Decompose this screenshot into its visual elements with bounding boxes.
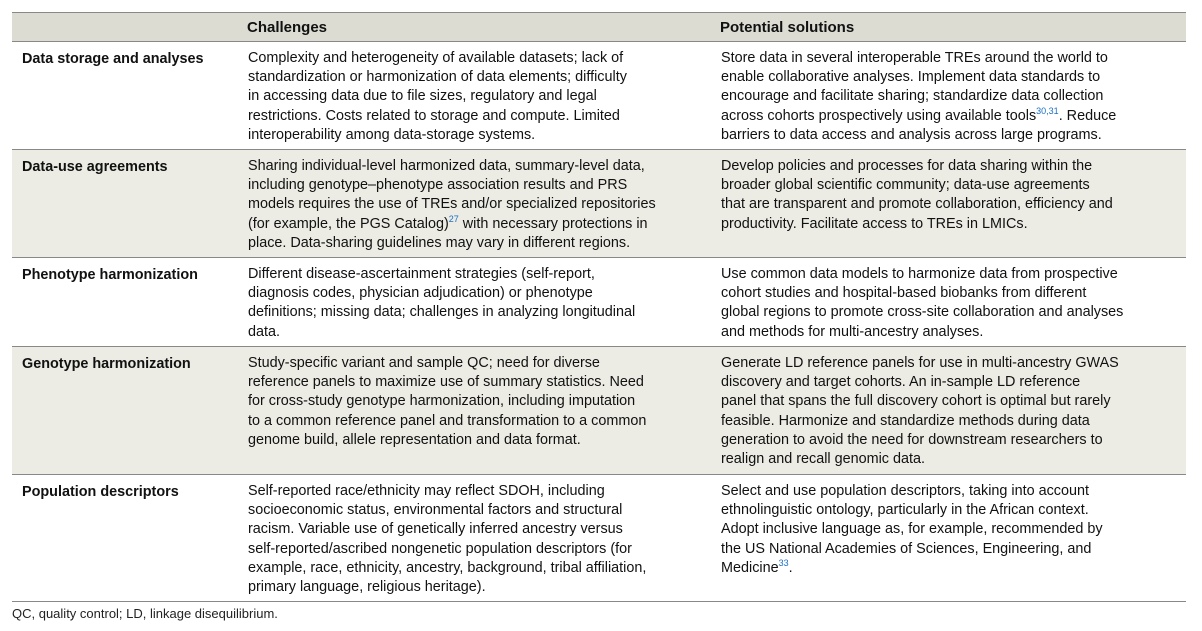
citation-link[interactable]: 33	[778, 558, 789, 569]
row-solutions: Use common data models to harmonize data from prospective cohort studies and hospital-based biobanks from different global regions to promote cross-site collaboration and analyses and methods for multi-ancestry analyses.	[721, 266, 1124, 340]
row-challenges: Self-reported race/ethnicity may reflect SDOH, including socioeconomic status, environmental factors and structural racism. Variable use of genetically inferred ancestry versus self-reported/ascribed nongenetic population descriptors (for example, race, ethnicity, ancestry, background, tribal affiliation, primary language, religious heritage).	[248, 483, 647, 596]
row-topic: Data storage and analyses	[22, 51, 204, 67]
table-row	[12, 150, 1186, 258]
header-solutions: Potential solutions	[720, 18, 855, 36]
row-challenges	[248, 150, 721, 257]
challenges-text: with necessary protections in place. Data-sharing guidelines may vary in different regions.	[248, 215, 648, 251]
row-solutions: Generate LD reference panels for use in multi-ancestry GWAS discovery and target cohorts. An in-sample LD reference panel that spans the full discovery cohort is optimal but rarely feasible. Harmonize and standardize methods during data generation to avoid the need for downstream researchers to realign and recall genomic data.	[721, 355, 1119, 468]
row-solutions	[721, 475, 1186, 601]
table-header	[12, 12, 1186, 42]
row-solutions: Develop policies and processes for data sharing within the broader global scientific community; data-use agreements that are transparent and promote collaboration, efficiency and productivity. Facilitate access to TREs in LMICs.	[721, 158, 1113, 232]
challenges-text: Sharing individual-level harmonized data, summary-level data, including genotype–phenotype association results and PRS models requires the use of TREs and/or specialized repositories (for example, the PGS Catalog)	[248, 158, 656, 232]
citation-link[interactable]: 30,31	[1036, 105, 1059, 116]
row-topic: Population descriptors	[22, 484, 179, 500]
row-solutions	[721, 42, 1186, 149]
table-row	[12, 347, 1186, 475]
solutions-text: . Reduce barriers to data access and analysis across large programs.	[721, 107, 1117, 143]
row-topic: Data-use agreements	[22, 159, 168, 175]
table-row	[12, 475, 1186, 602]
row-challenges: Complexity and heterogeneity of available datasets; lack of standardization or harmonization of data elements; difficulty in accessing data due to file sizes, regulatory and legal restrictions. Costs related to storage and compute. Limited interoperability among data-storage systems.	[248, 50, 627, 143]
header-challenges: Challenges	[247, 18, 328, 36]
row-topic: Genotype harmonization	[22, 356, 191, 372]
row-challenges: Study-specific variant and sample QC; need for diverse reference panels to maximize use of summary statistics. Need for cross-study genotype harmonization, including imputation to a common reference panel and transformation to a common genome build, allele representation and data format.	[248, 355, 647, 448]
solutions-text: Select and use population descriptors, taking into account ethnolinguistic ontology, particularly in the African context. Adopt inclusive language as, for example, recommended by the US National Academies of Sciences, Engineering, and Medicine	[721, 483, 1103, 576]
solutions-text: Store data in several interoperable TREs around the world to enable collaborative analyses. Implement data standards to encourage and facilitate sharing; standardize data collection across cohorts prospectively using available tools	[721, 50, 1108, 124]
table-row	[12, 42, 1186, 150]
table-row	[12, 258, 1186, 347]
table-footnote: QC, quality control; LD, linkage disequilibrium.	[12, 606, 278, 621]
citation-link[interactable]: 27	[448, 213, 459, 224]
solutions-text: .	[788, 559, 793, 576]
row-challenges: Different disease-ascertainment strategies (self-report, diagnosis codes, physician adjudication) or phenotype definitions; missing data; challenges in analyzing longitudinal data.	[248, 266, 636, 340]
table	[12, 12, 1186, 602]
row-topic: Phenotype harmonization	[22, 267, 198, 283]
